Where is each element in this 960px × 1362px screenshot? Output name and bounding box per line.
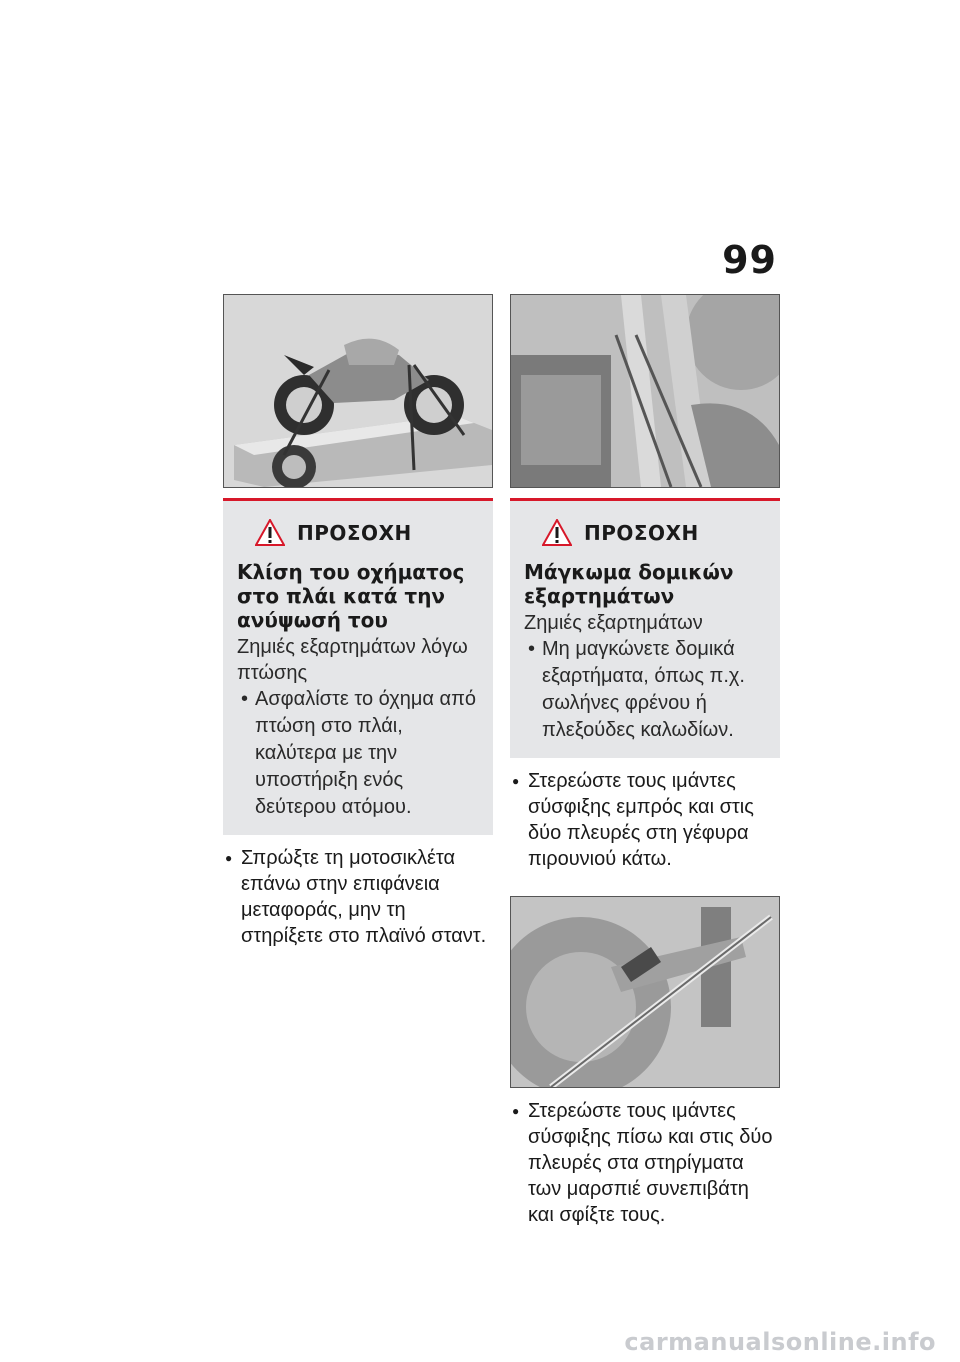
watermark: carmanualsonline.info <box>624 1328 936 1356</box>
warning-triangle-icon <box>542 519 572 546</box>
warning-header <box>255 519 479 546</box>
warning-bullet: • Μη μαγκώνετε δομικά εξαρτήματα, όπως π.χ. σωλήνες φρένου ή πλεξούδες καλωδίων. <box>524 636 766 744</box>
warning-box <box>510 498 780 758</box>
warning-title: Κλίση του οχήματος στο πλάι κατά την ανύψωσή του <box>237 560 465 632</box>
warning-title: Μάγκωμα δομικών εξαρτημάτων <box>524 560 734 608</box>
rear-strap-photo <box>510 896 780 1088</box>
warning-triangle-icon <box>255 519 285 546</box>
front-fork-illustration <box>511 295 779 487</box>
page-number: 99 <box>722 238 777 282</box>
motorcycle-on-trailer-photo <box>223 294 493 488</box>
warning-label: ΠΡΟΣΟΧΗ <box>584 520 699 545</box>
warning-bullet: • Ασφαλίστε το όχημα από πτώση στο πλάι, καλύτερα με την υποστήριξη ενός δεύτερου ατόμου. <box>237 686 479 821</box>
rear-wheel-illustration <box>511 897 779 1087</box>
instruction-step: ● Σπρώξτε τη μοτοσικλέτα επάνω στην επιφάνεια μεταφοράς, μην τη στηρίξετε στο πλαϊνό σταντ. <box>223 845 493 949</box>
warning-header <box>542 519 766 546</box>
warning-box <box>223 498 493 835</box>
instruction-step: ● Στερεώστε τους ιμάντες σύσφιξης πίσω και στις δύο πλευρές στα στηρίγματα των μαρσπιέ συνεπιβάτη και σφίξτε τους. <box>510 1098 780 1228</box>
front-strap-photo <box>510 294 780 488</box>
left-column <box>223 294 493 949</box>
motorcycle-trailer-illustration <box>224 295 492 487</box>
instruction-step: ● Στερεώστε τους ιμάντες σύσφιξης εμπρός και στις δύο πλευρές στη γέφυρα πιρουνιού κάτω. <box>510 768 780 872</box>
right-column <box>510 294 780 1228</box>
warning-label: ΠΡΟΣΟΧΗ <box>297 520 412 545</box>
warning-subtitle: Ζημιές εξαρτημάτων <box>524 612 703 634</box>
warning-subtitle: Ζημιές εξαρτημάτων λόγω πτώσης <box>237 636 468 684</box>
